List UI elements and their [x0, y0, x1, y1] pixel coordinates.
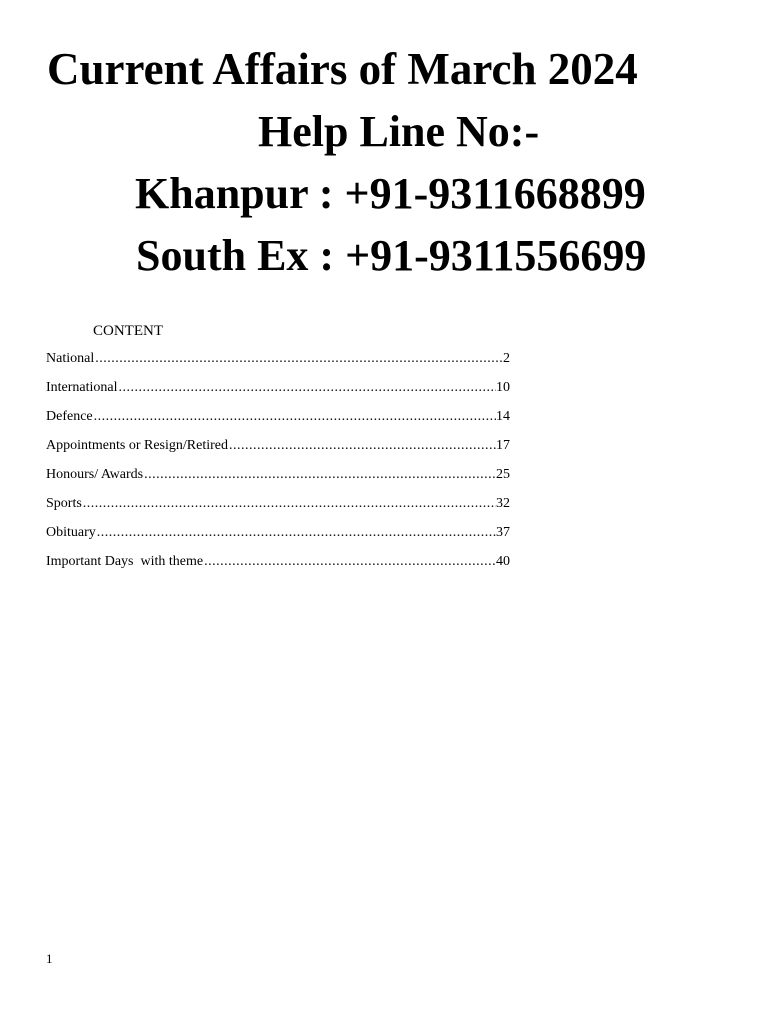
toc-item-defence [46, 408, 510, 437]
toc-item-honours-awards [46, 466, 510, 495]
toc-item-label: National [46, 351, 95, 366]
toc-leader-dots [119, 379, 496, 397]
table-of-contents [46, 350, 510, 582]
toc-heading: CONTENT [93, 323, 163, 339]
toc-item-label: Honours/ Awards [46, 467, 144, 482]
toc-item-page: 32 [496, 496, 510, 511]
toc-item-sports [46, 495, 510, 524]
toc-item-label: Obituary [46, 525, 96, 540]
document-title: Current Affairs of March 2024 [47, 44, 638, 94]
toc-item-label: Sports [46, 496, 82, 511]
toc-item-obituary [46, 524, 510, 553]
toc-leader-dots [229, 437, 496, 455]
toc-leader-dots [204, 553, 496, 571]
toc-leader-dots [94, 408, 496, 426]
toc-item-label: International [46, 380, 118, 395]
toc-item-label: Appointments or Resign/Retired [46, 438, 228, 453]
helpline-heading: Help Line No:- [258, 107, 540, 156]
toc-leader-dots [95, 350, 503, 368]
toc-leader-dots [83, 495, 496, 513]
toc-item-label: Defence [46, 409, 93, 424]
toc-item-page: 10 [496, 380, 510, 395]
toc-item-important-days [46, 553, 510, 582]
page-number: 1 [46, 951, 53, 966]
toc-item-national [46, 350, 510, 379]
toc-leader-dots [144, 466, 496, 484]
toc-item-page: 37 [496, 525, 510, 540]
toc-item-label: Important Days with theme [46, 554, 204, 569]
south-ex-phone: South Ex : +91-9311556699 [136, 231, 647, 280]
toc-leader-dots [97, 524, 496, 542]
toc-item-page: 2 [503, 351, 510, 366]
toc-item-page: 14 [496, 409, 510, 424]
toc-item-page: 25 [496, 467, 510, 482]
toc-item-page: 40 [496, 554, 510, 569]
toc-item-appointments [46, 437, 510, 466]
toc-item-international [46, 379, 510, 408]
toc-item-page: 17 [496, 438, 510, 453]
khanpur-phone: Khanpur : +91-9311668899 [135, 169, 646, 218]
